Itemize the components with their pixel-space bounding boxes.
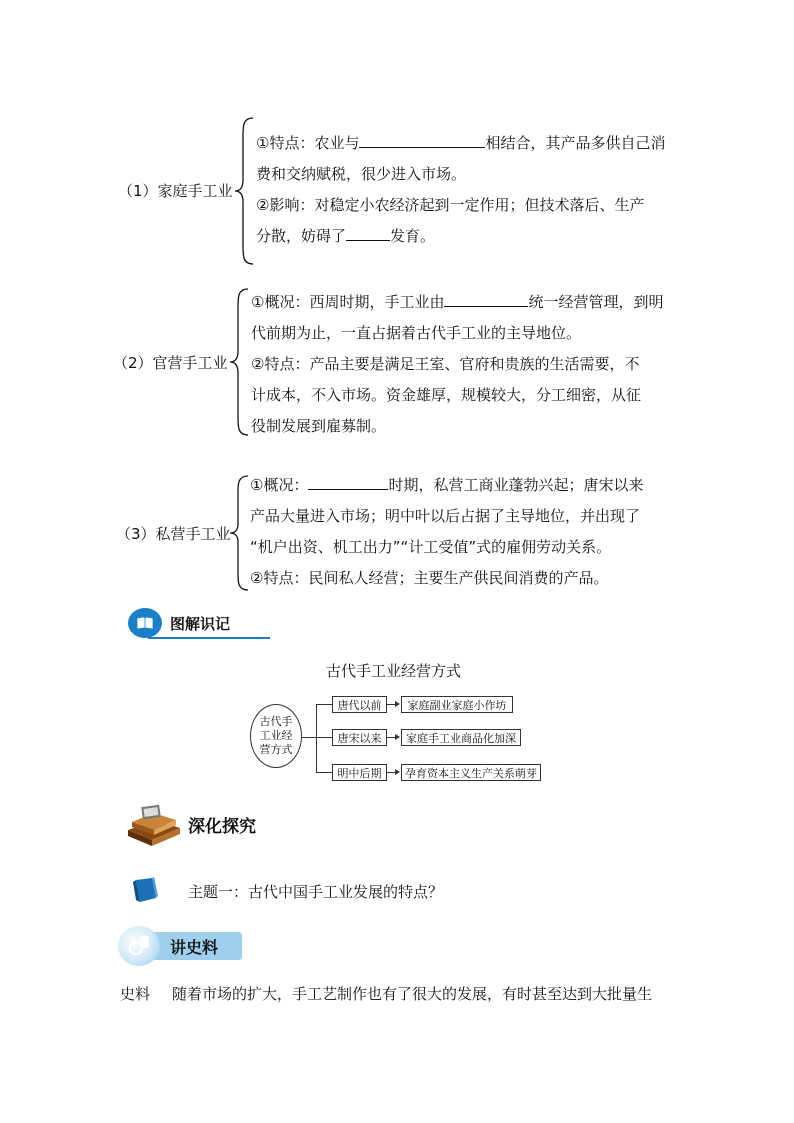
section-3-brace — [230, 474, 250, 592]
s2-line3: ②特点：产品主要是满足王室、官府和贵族的生活需要，不 — [251, 355, 640, 373]
connector-trunk — [316, 704, 317, 772]
tujie-underline — [148, 637, 270, 639]
diagram-title: 古代手工业经营方式 — [326, 662, 462, 680]
tujie-heading-text: 图解识记 — [170, 615, 231, 633]
section-3-text — [250, 470, 643, 594]
connector-branch-1 — [316, 704, 332, 705]
section-1-label: （1）家庭手工业 — [118, 182, 233, 200]
s3-line4: ②特点：民间私人经营；主要生产供民间消费的产品。 — [250, 569, 609, 587]
result-box-3: 孕育资本主义生产关系萌芽 — [401, 764, 541, 781]
s1-blank-1[interactable] — [359, 132, 485, 148]
s2-line1-a: ①概况：西周时期，手工业由 — [251, 293, 445, 311]
books-icon — [124, 800, 182, 848]
connector-center — [302, 737, 316, 738]
s2-line1-b: 统一经营管理，到明 — [528, 293, 664, 311]
result-box-2: 家庭手工业商品化加深 — [401, 729, 521, 746]
section-2-label: （2）官营手工业 — [113, 354, 228, 372]
s2-blank-1[interactable] — [444, 291, 528, 307]
connector-branch-2 — [316, 737, 332, 738]
s1-blank-2[interactable] — [346, 225, 390, 241]
section-1-text — [256, 128, 665, 252]
s2-line5: 役制发展到雇募制。 — [251, 417, 387, 435]
connector-branch-3 — [316, 772, 332, 773]
s3-line3: “机户出资、机工出力”“计工受值”式的雇佣劳动关系。 — [250, 538, 612, 556]
section-2-text — [251, 287, 663, 442]
jiangshiliao-heading-text: 讲史料 — [170, 938, 219, 957]
s1-line4-a: 分散，妨碍了 — [256, 227, 347, 245]
s2-line2: 代前期为止，一直占据着古代手工业的主导地位。 — [251, 324, 582, 342]
bookmark-icon — [130, 876, 162, 904]
section-3-label: （3）私营手工业 — [116, 525, 231, 543]
shiliao-prefix: 史料 — [120, 985, 151, 1003]
s2-line4: 计成本，不入市场。资金雄厚，规模较大，分工细密，从征 — [251, 386, 642, 404]
shiliao-text: 随着市场的扩大，手工艺制作也有了很大的发展，有时甚至达到大批量生 — [172, 985, 653, 1003]
shiliao-line — [120, 983, 652, 1004]
s1-line1-b: 相结合，其产品多供自己消 — [485, 134, 666, 152]
s1-line2: 费和交纳赋税，很少进入市场。 — [256, 165, 467, 183]
diagram-center-ellipse: 古代手 工业经 营方式 — [250, 704, 302, 768]
period-box-2: 唐宋以来 — [332, 729, 387, 746]
shenhua-heading: 深化探究 — [188, 817, 256, 837]
topic-text: 主题一：古代中国手工业发展的特点？ — [188, 883, 444, 901]
book-icon — [128, 608, 162, 638]
s3-line1-b: 时期，私营工商业蓬勃兴起；唐宋以来 — [388, 476, 644, 494]
s1-line1-a: ①特点：农业与 — [256, 134, 360, 152]
jiangshiliao-heading — [118, 926, 242, 968]
section-2-brace — [230, 287, 250, 437]
result-box-1: 家庭副业家庭小作坊 — [401, 696, 513, 713]
period-box-3: 明中后期 — [332, 764, 387, 781]
tujie-heading — [128, 608, 270, 638]
s1-line3: ②影响：对稳定小农经济起到一定作用；但技术落后、生产 — [256, 196, 645, 214]
seal-icon — [118, 926, 160, 966]
period-box-1: 唐代以前 — [332, 696, 387, 713]
s1-line4-b: 发育。 — [390, 227, 436, 245]
s3-blank-1[interactable] — [308, 474, 388, 490]
section-1-brace — [235, 116, 255, 266]
s3-line1-a: ①概况： — [250, 476, 309, 494]
s3-line2: 产品大量进入市场；明中叶以后占据了主导地位，并出现了 — [250, 507, 641, 525]
